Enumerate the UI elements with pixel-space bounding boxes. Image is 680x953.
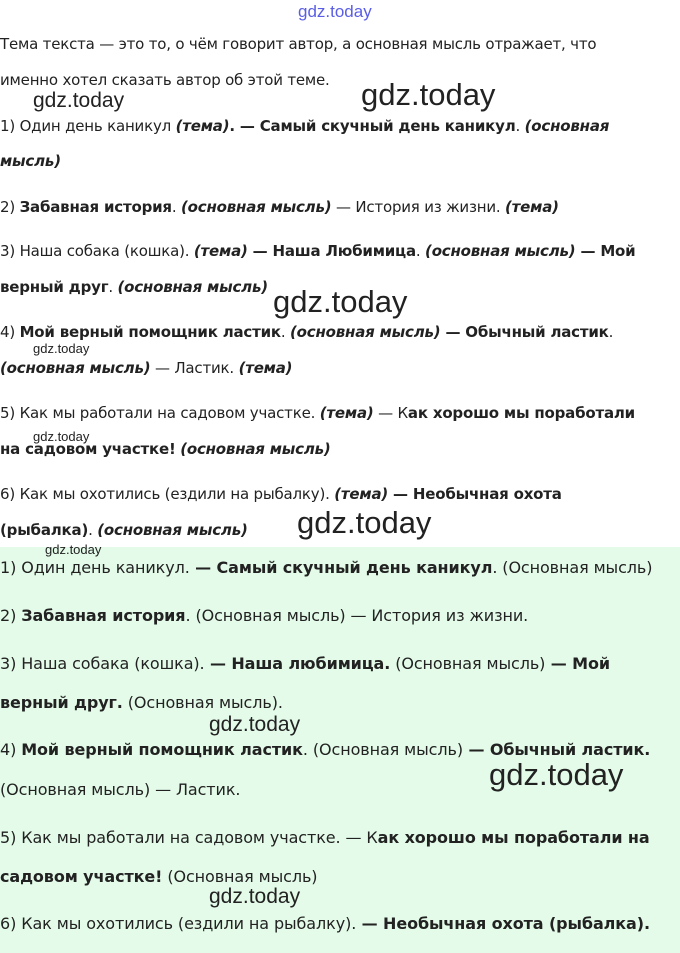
answer-item-5-cont: садовом участке! (Основная мысль) [0, 867, 318, 886]
intro-line-2: именно хотел сказать автор об этой теме. [0, 71, 330, 89]
watermark: gdz.today [33, 89, 125, 112]
watermark: gdz.today [273, 284, 408, 319]
task-item-3: 3) Наша собака (кошка). (тема) — Наша Любимица. (основная мысль) — Мой [0, 242, 636, 260]
watermark: gdz.today [33, 429, 90, 444]
answer-section [0, 547, 680, 953]
task-item-5-cont: на садовом участке! (основная мысль) [0, 440, 331, 458]
answer-item-4: 4) Мой верный помощник ластик. (Основная мысль) — Обычный ластик. [0, 740, 651, 759]
task-item-3-cont: верный друг. (основная мысль) [0, 278, 268, 296]
task-item-1-cont: мысль) [0, 152, 61, 170]
watermark: gdz.today [489, 757, 624, 792]
task-item-4: 4) Мой верный помощник ластик. (основная мысль) — Обычный ластик. [0, 323, 614, 341]
watermark: gdz.today [45, 542, 102, 557]
watermark: gdz.today [298, 2, 372, 21]
watermark: gdz.today [33, 341, 90, 356]
task-item-2: 2) Забавная история. (основная мысль) — История из жизни. (тема) [0, 198, 559, 216]
watermark: gdz.today [297, 505, 432, 540]
intro-line-1: Тема текста — это то, о чём говорит автор, а основная мысль отражает, что [0, 35, 597, 53]
watermark: gdz.today [209, 885, 301, 908]
watermark: gdz.today [209, 713, 301, 736]
answer-item-3-cont: верный друг. (Основная мысль). [0, 693, 283, 712]
task-item-5: 5) Как мы работали на садовом участке. (тема) — Как хорошо мы поработали [0, 404, 635, 422]
task-item-4-cont: (основная мысль) — Ластик. (тема) [0, 359, 293, 377]
watermark: gdz.today [361, 77, 496, 112]
answer-item-4-cont: (Основная мысль) — Ластик. [0, 780, 241, 799]
task-item-6-cont: (рыбалка). (основная мысль) [0, 521, 248, 539]
task-item-6: 6) Как мы охотились (ездили на рыбалку). (тема) — Необычная охота [0, 485, 562, 503]
answer-item-2: 2) Забавная история. (Основная мысль) — История из жизни. [0, 606, 529, 625]
answer-item-3: 3) Наша собака (кошка). — Наша любимица. (Основная мысль) — Мой [0, 654, 610, 673]
answer-item-1: 1) Один день каникул. — Самый скучный день каникул. (Основная мысль) [0, 558, 653, 577]
task-item-1: 1) Один день каникул (тема). — Самый скучный день каникул. (основная [0, 117, 610, 135]
answer-item-5: 5) Как мы работали на садовом участке. — Как хорошо мы поработали на [0, 828, 650, 847]
answer-item-6: 6) Как мы охотились (ездили на рыбалку). — Необычная охота (рыбалка). [0, 914, 650, 933]
